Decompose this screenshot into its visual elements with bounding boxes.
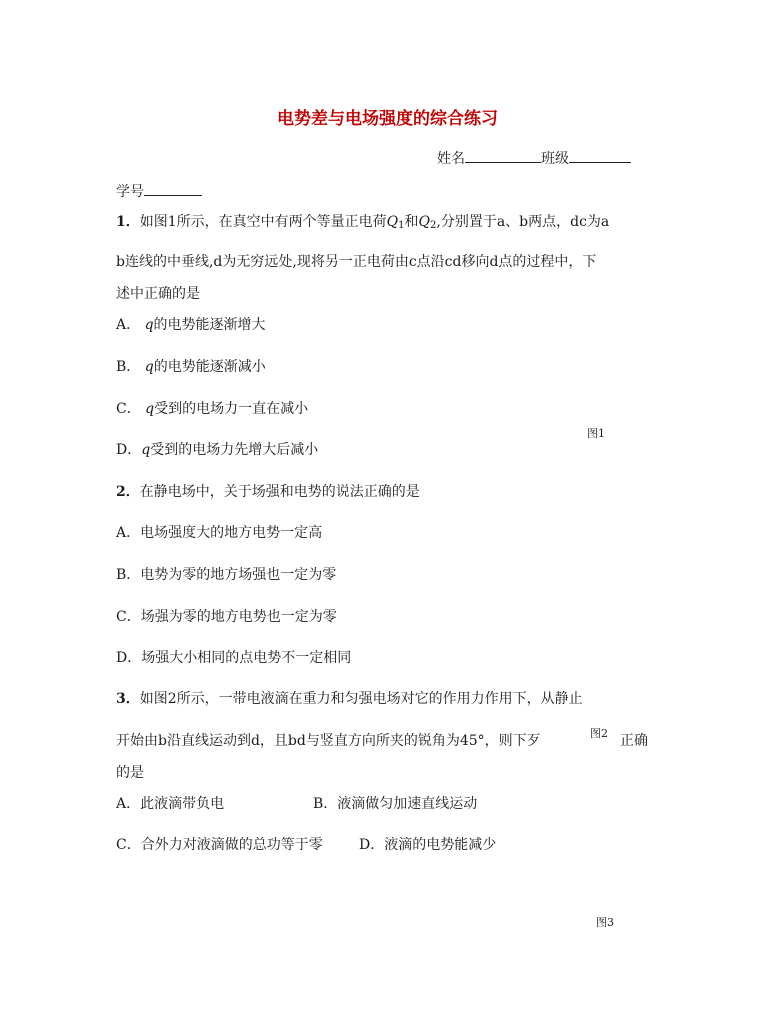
q1-d-text: 受到的电场力先增大后减小	[150, 442, 319, 458]
q1-c-q: q	[145, 401, 155, 417]
q1-stem-line3: 述中正确的是	[116, 286, 200, 302]
q3-stem-line3: 的是	[116, 765, 144, 781]
q1-a-prefix: A．	[116, 317, 141, 333]
q2-option-b: B．电势为零的地方场强也一定为零	[116, 567, 337, 583]
q1-option-a	[116, 314, 266, 334]
id-blank	[144, 181, 202, 196]
q1-text-a: 如图1所示，在真空中有两个等量正电荷	[139, 214, 387, 230]
q3-number: 3．	[116, 691, 140, 707]
q1-q-symbol-1: Q	[386, 214, 399, 230]
q1-c-text: 受到的电场力一直在减小	[154, 401, 309, 417]
q1-option-d	[116, 439, 318, 459]
q2-text: 在静电场中，关于场强和电势的说法正确的是	[139, 484, 420, 500]
q2-stem	[116, 481, 420, 501]
q2-option-c: C．场强为零的地方电势也一定为零	[116, 609, 337, 625]
class-blank	[569, 148, 631, 163]
q1-option-c	[116, 398, 308, 418]
q3-option-d: D．液滴的电势能减少	[359, 837, 497, 853]
q3-option-b: B．液滴做匀加速直线运动	[313, 796, 478, 812]
class-label: 班级	[541, 151, 569, 167]
q2-number: 2．	[116, 484, 140, 500]
name-blank	[465, 148, 541, 163]
q3-stem-line2: 开始由b沿直线运动到d，且bd与竖直方向所夹的锐角为45°，则下歹	[116, 733, 541, 749]
q3-stem-line2-end: 正确	[620, 733, 648, 749]
figure2-label: 图2	[590, 727, 608, 740]
student-id-line	[116, 181, 202, 201]
q3-option-c: C．合外力对液滴做的总功等于零	[116, 837, 323, 853]
q3-text: 如图2所示，一带电液滴在重力和匀强电场对它的作用力作用下，从静止	[139, 691, 583, 707]
q1-stem-line2: b连线的中垂线,d为无穷远处,现将另一正电荷由c点沿cd移向d点的过程中，下	[116, 254, 597, 270]
q2-option-d: D．场强大小相同的点电势不一定相同	[116, 650, 352, 666]
q1-b-q: q	[144, 359, 154, 375]
q3-option-a: A．此液滴带负电	[116, 796, 225, 812]
q1-c-prefix: C．	[116, 401, 141, 417]
q1-and: 和	[404, 214, 419, 230]
q1-stem-line1	[116, 211, 609, 231]
q1-sub-1: 1	[398, 220, 405, 231]
q1-option-b	[116, 356, 266, 376]
q1-a-text: 的电势能逐渐增大	[153, 317, 266, 333]
q1-q-symbol-2: Q	[418, 214, 430, 230]
id-label: 学号	[116, 184, 144, 200]
q3-stem-line1	[116, 688, 583, 708]
q1-d-prefix: D．	[116, 442, 142, 458]
q1-b-prefix: B．	[116, 359, 141, 375]
name-label: 姓名	[437, 151, 465, 167]
q1-b-text: 的电势能逐渐减小	[153, 359, 266, 375]
q2-option-a: A．电场强度大的地方电势一定高	[116, 525, 323, 541]
figure1-label: 图1	[587, 427, 605, 440]
q1-number: 1．	[116, 214, 140, 230]
name-class-line	[437, 148, 631, 168]
q1-d-q: q	[141, 442, 151, 458]
figure3-label: 图3	[596, 916, 614, 929]
q1-a-q: q	[144, 317, 154, 333]
page-title: 电势差与电场强度的综合练习	[277, 109, 498, 129]
q1-text-b: ,分别置于a、b两点，dc为a	[436, 214, 610, 230]
q1-sub-2: 2	[430, 220, 437, 231]
